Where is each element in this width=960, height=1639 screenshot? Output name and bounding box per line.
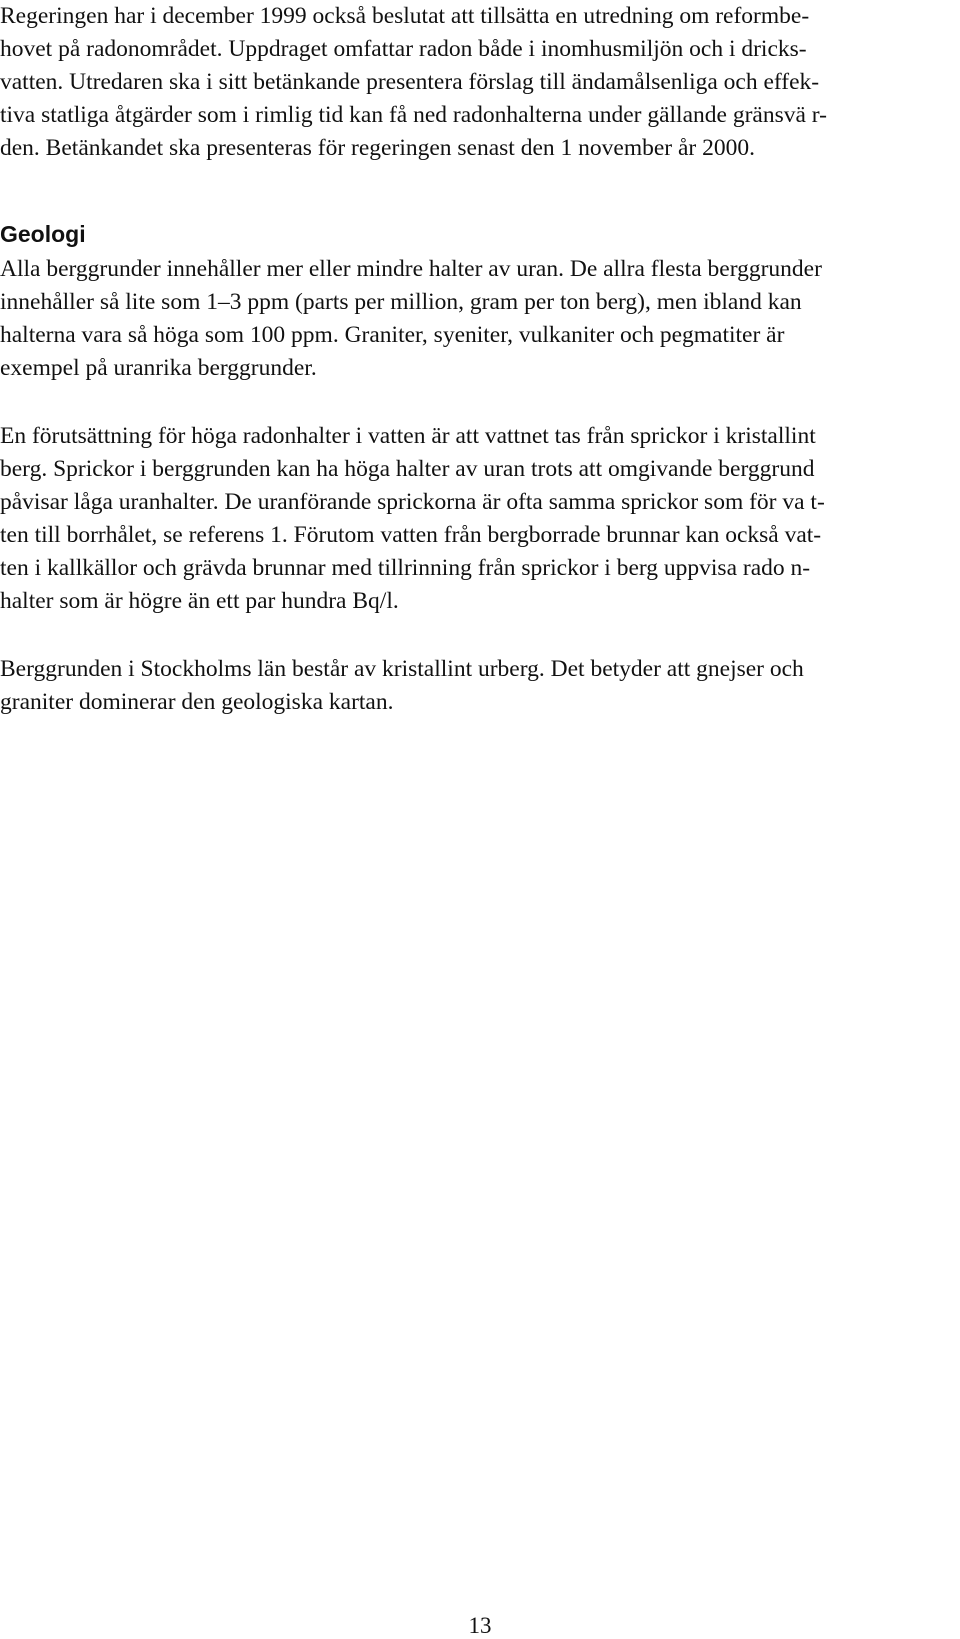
text-line: Regeringen har i december 1999 också beslutat att tillsätta en utredning om reformbe- (0, 3, 810, 29)
body-paragraph (0, 253, 960, 385)
section-heading: Geologi (0, 221, 86, 247)
text-line: halterna vara så höga som 100 ppm. Graniter, syeniter, vulkaniter och pegmatiter är (0, 322, 785, 348)
text-line: exempel på uranrika berggrunder. (0, 355, 317, 381)
text-line: ten till borrhålet, se referens 1. Förutom vatten från bergborrade brunnar kan också vat- (0, 522, 822, 548)
text-line: påvisar låga uranhalter. De uranförande sprickorna är ofta samma sprickor som för va t- (0, 489, 825, 515)
body-paragraph (0, 420, 960, 618)
body-paragraph (0, 653, 960, 719)
page-number: 13 (468, 1613, 492, 1638)
intro-paragraph (0, 0, 960, 165)
text-line: hovet på radonområdet. Uppdraget omfattar radon både i inomhusmiljön och i dricks- (0, 36, 807, 62)
text-line: Alla berggrunder innehåller mer eller mindre halter av uran. De allra flesta berggrunder (0, 256, 822, 282)
text-line: ten i kallkällor och grävda brunnar med tillrinning från sprickor i berg uppvisa rado n- (0, 555, 811, 581)
text-line: En förutsättning för höga radonhalter i vatten är att vattnet tas från sprickor i kristallint (0, 423, 816, 449)
text-line: innehåller så lite som 1–3 ppm (parts per million, gram per ton berg), men ibland kan (0, 289, 802, 315)
text-line: tiva statliga åtgärder som i rimlig tid kan få ned radonhalterna under gällande gränsvä r- (0, 102, 827, 128)
text-line: berg. Sprickor i berggrunden kan ha höga halter av uran trots att omgivande berggrund (0, 456, 815, 482)
text-line: graniter dominerar den geologiska kartan. (0, 689, 394, 715)
text-line: vatten. Utredaren ska i sitt betänkande presentera förslag till ändamålsenliga och effek- (0, 69, 820, 95)
text-line: Berggrunden i Stockholms län består av kristallint urberg. Det betyder att gnejser och (0, 656, 804, 682)
text-line: den. Betänkandet ska presenteras för regeringen senast den 1 november år 2000. (0, 135, 755, 161)
text-line: halter som är högre än ett par hundra Bq/l. (0, 588, 399, 614)
